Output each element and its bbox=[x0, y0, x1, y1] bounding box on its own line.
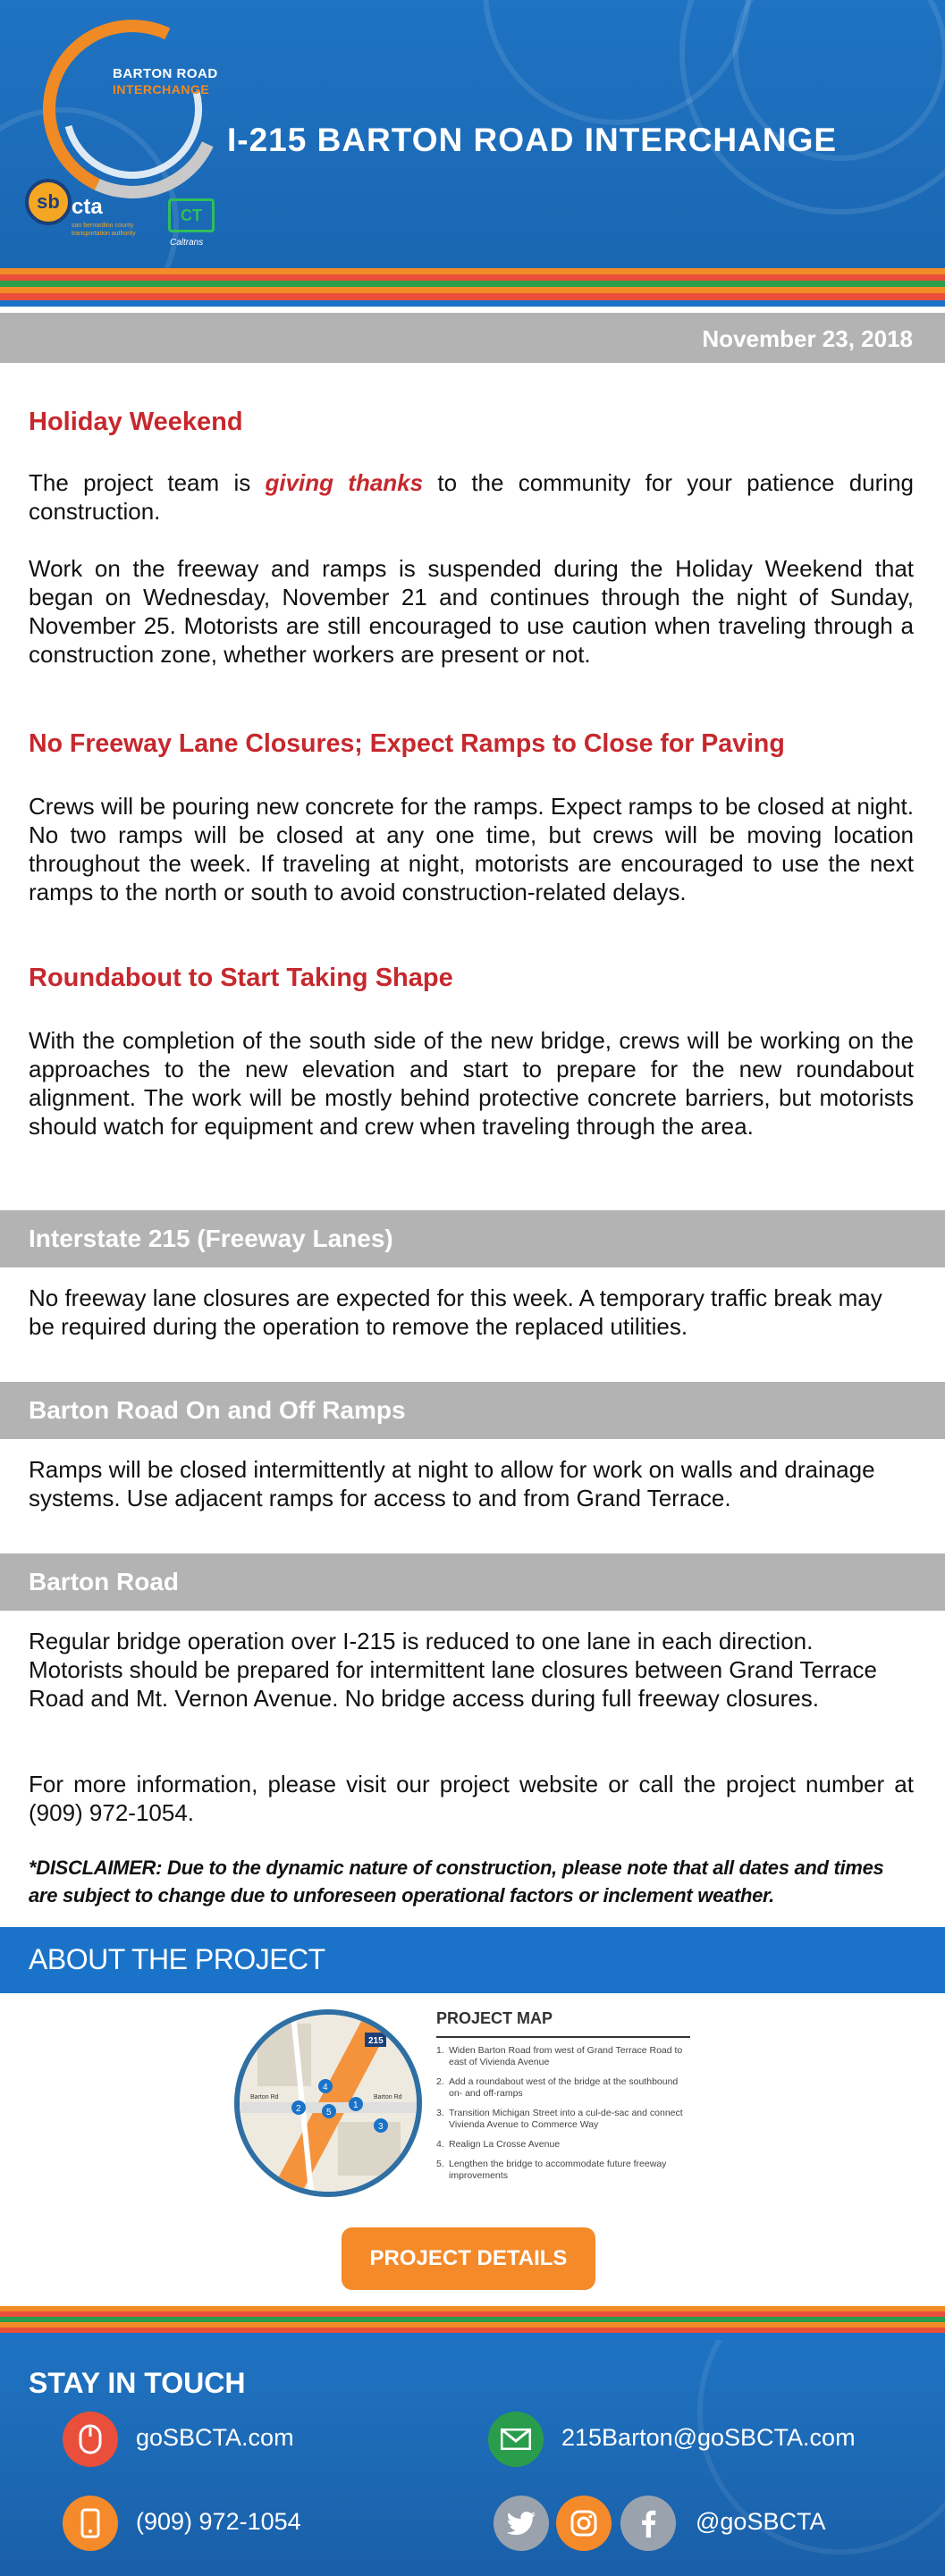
barton-bar bbox=[0, 1553, 945, 1611]
legend-number: 2. bbox=[436, 2076, 444, 2087]
map-label-barton-west: Barton Rd bbox=[250, 2094, 279, 2100]
map-graphic bbox=[240, 2015, 417, 2192]
legend-number: 4. bbox=[436, 2139, 444, 2150]
legend-text: Transition Michigan Street into a cul-de-sac and connect Vivienda Avenue to Commerce Way bbox=[449, 2108, 683, 2130]
caltrans-mark: CT bbox=[181, 206, 202, 224]
barton-bar-title: Barton Road bbox=[29, 1568, 179, 1595]
interstate-body bbox=[29, 1284, 914, 1341]
map-legend-item bbox=[436, 2139, 690, 2151]
more-info bbox=[29, 1770, 914, 1827]
holiday-paragraph-1 bbox=[29, 468, 914, 526]
color-stripes bbox=[0, 268, 945, 307]
about-bar bbox=[0, 1927, 945, 1993]
disclaimer bbox=[29, 1854, 914, 1909]
project-details-button[interactable]: PROJECT DETAILS bbox=[342, 2227, 595, 2290]
sbcta-logo-icon bbox=[25, 179, 72, 225]
caltrans-logo-icon bbox=[168, 198, 215, 232]
ramps-body bbox=[29, 1455, 914, 1512]
legend-text: Lengthen the bridge to accommodate future freeway improvements bbox=[449, 2159, 667, 2181]
map-marker-label: 5 bbox=[326, 2108, 332, 2117]
stripe bbox=[0, 287, 945, 293]
caltrans-label: Caltrans bbox=[170, 238, 204, 248]
legend-text: Add a roundabout west of the bridge at the southbound on- and off-ramps bbox=[449, 2076, 679, 2099]
map-legend-item bbox=[436, 2159, 690, 2182]
map-legend-list bbox=[436, 2045, 690, 2190]
about-heading: ABOUT THE PROJECT bbox=[29, 1943, 325, 1975]
legend-number: 5. bbox=[436, 2159, 444, 2169]
twitter-icon[interactable] bbox=[494, 2496, 549, 2551]
section-holiday bbox=[29, 408, 914, 437]
facebook-icon[interactable] bbox=[620, 2496, 676, 2551]
section-closures bbox=[29, 729, 914, 759]
holiday-heading: Holiday Weekend bbox=[29, 408, 243, 436]
legend-text: Realign La Crosse Avenue bbox=[449, 2139, 561, 2150]
stripe bbox=[0, 274, 945, 281]
sbcta-tagline: san bernardino county transportation authority bbox=[72, 223, 136, 237]
phone-number[interactable]: (909) 972-1054 bbox=[136, 2508, 301, 2535]
map-marker-label: 2 bbox=[296, 2104, 301, 2114]
phone-icon[interactable] bbox=[63, 2496, 118, 2551]
map-marker-label: 3 bbox=[378, 2122, 384, 2132]
ramps-paragraph: Ramps will be closed intermittently at night to allow for work on walls and drainage systems. Use adjacent ramps for access to and from Grand Terrace. bbox=[29, 1456, 875, 1511]
map-marker-label: 1 bbox=[353, 2100, 359, 2110]
giving-thanks-highlight: giving thanks bbox=[265, 469, 424, 496]
barton-body bbox=[29, 1627, 914, 1713]
map-legend-item bbox=[436, 2045, 690, 2068]
disclaimer-text: *DISCLAIMER: Due to the dynamic nature of construction, please note that all dates and times are subject to change due to unforeseen operational factors or inclement weather. bbox=[29, 1856, 884, 1907]
roundabout-body bbox=[29, 1026, 914, 1141]
closures-paragraph: Crews will be pouring new concrete for the ramps. Expect ramps to be closed at night. No two ramps will be closed at any one time, but crews will be moving location throughout the week. If traveling at night, motorists are encouraged to use the next ramps to the north or south to avoid construction-related delays. bbox=[29, 793, 914, 905]
mouse-icon[interactable] bbox=[63, 2412, 118, 2467]
closures-heading: No Freeway Lane Closures; Expect Ramps to Close for Paving bbox=[29, 729, 785, 758]
instagram-icon[interactable] bbox=[556, 2496, 612, 2551]
ramps-bar bbox=[0, 1382, 945, 1439]
map-image bbox=[234, 2009, 422, 2197]
stripe bbox=[0, 300, 945, 307]
logo-line-1: BARTON ROAD bbox=[113, 66, 218, 81]
footer-title: STAY IN TOUCH bbox=[29, 2367, 246, 2399]
map-divider bbox=[436, 2036, 690, 2038]
sb-mark: sb bbox=[37, 190, 60, 213]
closures-body bbox=[29, 792, 914, 906]
roundabout-paragraph: With the completion of the south side of the new bridge, crews will be working on the approaches to the new elevation and start to prepare for the new roundabout alignment. The work will be mostly behind protective concrete barriers, but motorists should watch for equipment and crew when traveling through the area. bbox=[29, 1027, 914, 1140]
interstate-bar-title: Interstate 215 (Freeway Lanes) bbox=[29, 1225, 393, 1252]
email-icon[interactable] bbox=[488, 2412, 544, 2467]
holiday-intro bbox=[29, 468, 914, 526]
section-roundabout bbox=[29, 964, 914, 993]
interstate-paragraph: No freeway lane closures are expected for this week. A temporary traffic break may be required during the operation to remove the replaced utilities. bbox=[29, 1284, 882, 1340]
roundabout-heading: Roundabout to Start Taking Shape bbox=[29, 964, 453, 992]
stripe bbox=[0, 268, 945, 274]
holiday-p1-text: The project team is bbox=[29, 469, 266, 496]
map-label-barton-east: Barton Rd bbox=[374, 2094, 402, 2100]
footer bbox=[0, 2340, 945, 2576]
website-link[interactable]: goSBCTA.com bbox=[136, 2424, 294, 2451]
more-info-paragraph: For more information, please visit our project website or call the project number at (909) 972-1054. bbox=[29, 1771, 914, 1826]
issue-date: November 23, 2018 bbox=[702, 325, 913, 352]
map-legend-item bbox=[436, 2076, 690, 2100]
map-shield-label: 215 bbox=[368, 2036, 384, 2046]
barton-paragraph: Regular bridge operation over I-215 is reduced to one lane in each direction. Motorists should be prepared for intermittent lane closures between Grand Terrace Road and Mt. Vernon Avenue. No bridge access during full freeway closures. bbox=[29, 1628, 878, 1712]
social-handle[interactable]: @goSBCTA bbox=[696, 2508, 826, 2535]
legend-text: Widen Barton Road from west of Grand Terrace Road to east of Vivienda Avenue bbox=[449, 2045, 683, 2067]
stripe bbox=[0, 293, 945, 300]
legend-number: 3. bbox=[436, 2108, 444, 2118]
page-title: I-215 BARTON ROAD INTERCHANGE bbox=[227, 122, 838, 158]
holiday-body bbox=[29, 554, 914, 669]
sbcta-logo-text: cta bbox=[72, 195, 103, 219]
color-stripes-footer bbox=[0, 2306, 945, 2340]
stripe bbox=[0, 2333, 945, 2340]
holiday-paragraph-2: Work on the freeway and ramps is suspended during the Holiday Weekend that began on Wednesday, November 21 and continues through the night of Sunday, November 25. Motorists are still encouraged to use caution when traveling through a construction zone, whether workers are present or not. bbox=[29, 555, 914, 668]
stripe bbox=[0, 281, 945, 287]
map-marker-label: 4 bbox=[323, 2083, 328, 2092]
project-map bbox=[234, 2009, 690, 2197]
logo-line-2: INTERCHANGE bbox=[113, 82, 210, 97]
date-bar bbox=[0, 313, 945, 363]
map-legend-item bbox=[436, 2108, 690, 2131]
map-title: PROJECT MAP bbox=[436, 2009, 553, 2027]
email-link[interactable]: 215Barton@goSBCTA.com bbox=[561, 2424, 856, 2451]
header-banner bbox=[0, 0, 945, 268]
legend-number: 1. bbox=[436, 2045, 444, 2056]
holiday-p1-text-end: to the community for your patience during construction. bbox=[29, 469, 914, 525]
interstate-bar bbox=[0, 1210, 945, 1267]
ramps-bar-title: Barton Road On and Off Ramps bbox=[29, 1396, 406, 1424]
